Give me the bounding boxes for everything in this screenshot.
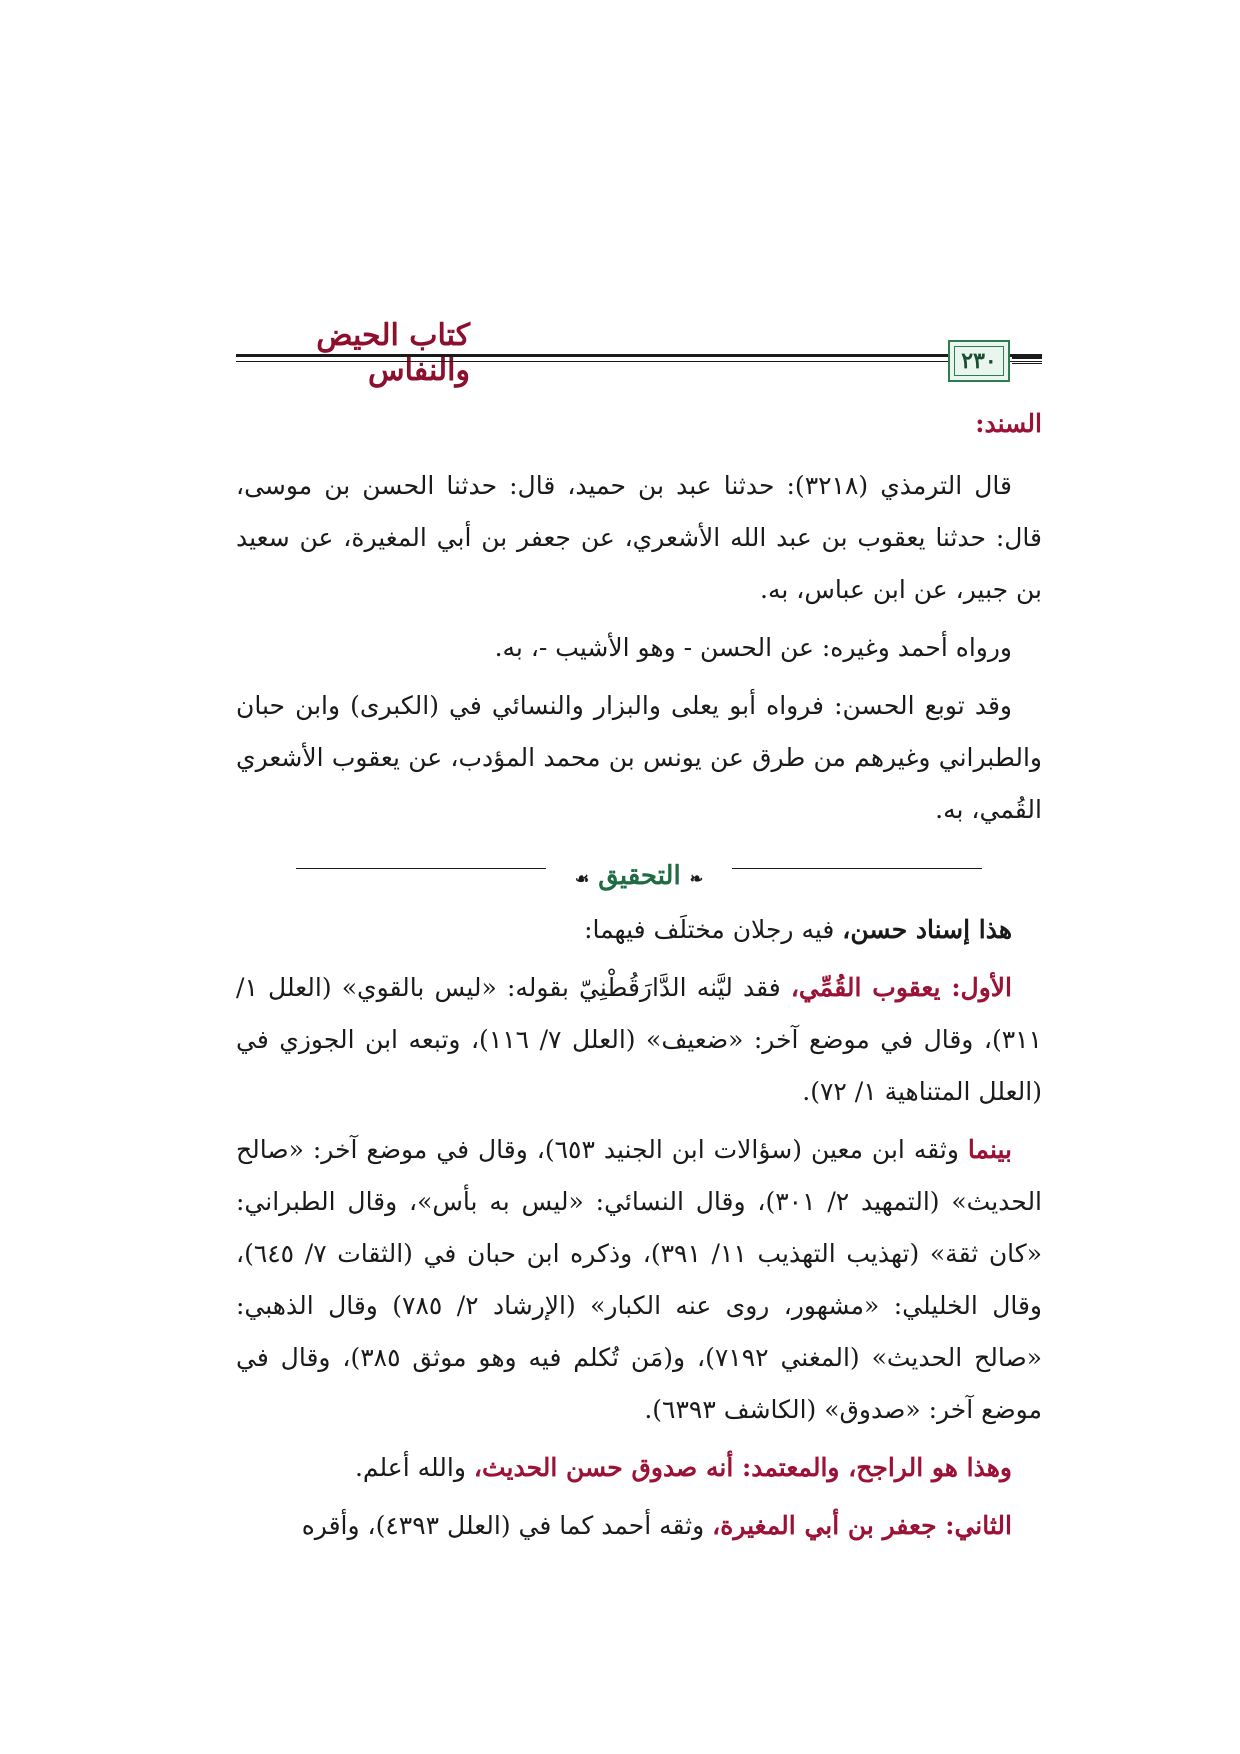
running-header-title: كتاب الحيض والنفاس	[316, 318, 470, 388]
paragraph-mutabaah: وقد توبع الحسن: فرواه أبو يعلى والبزار والنسائي في (الكبرى) وابن حبان والطبراني وغيرهم من طرق عن يونس بن محمد المؤدب، عن يعقوب الأشعري القُمي، به.	[236, 691, 1042, 824]
first-narrator-label: الأول: يعقوب القُمِّي،	[790, 973, 1012, 1002]
conclusion-text: والله أعلم.	[354, 1453, 474, 1482]
paragraph-isnad-verdict	[236, 904, 1042, 956]
paragraph-first-narrator	[236, 962, 1042, 1118]
ornament-icon: ☙	[574, 869, 590, 888]
page-number-badge	[948, 340, 1010, 382]
sanad-heading: السند:	[975, 409, 1042, 438]
paragraph-tirmidhi: قال الترمذي (٣٢١٨): حدثنا عبد بن حميد، قال: حدثنا الحسن بن موسى، قال: حدثنا يعقوب بن عبد الله الأشعري، عن جعفر بن أبي المغيرة، عن سعيد بن جبير، عن ابن عباس، به.	[236, 471, 1042, 604]
header-rule-tail-thin	[1012, 363, 1042, 364]
page-number: ٢٣٠	[954, 346, 1004, 376]
header-rule-tail	[1012, 356, 1042, 359]
paragraph-conclusion	[236, 1442, 1042, 1494]
paragraph-second-narrator	[236, 1500, 1042, 1552]
ornament-icon: ❧	[689, 869, 704, 888]
paragraph-tawthiq	[236, 1124, 1042, 1436]
paragraph-ahmad: ورواه أحمد وغيره: عن الحسن - وهو الأشيب -، به.	[494, 633, 1012, 662]
bainama-label: بينما	[967, 1135, 1012, 1164]
isnad-verdict-text: فيه رجلان مختلَف فيهما:	[584, 915, 843, 944]
second-narrator-label: الثاني: جعفر بن أبي المغيرة،	[712, 1511, 1012, 1540]
page-content	[236, 398, 1042, 1558]
tahqiq-divider	[236, 848, 1042, 891]
tahqiq-heading: ❧ التحقيق ☙	[574, 861, 704, 891]
tawthiq-text: وثقه ابن معين (سؤالات ابن الجنيد ٦٥٣)، وقال في موضع آخر: «صالح الحديث» (التمهيد ٢/ ٣٠١)، وقال النسائي: «ليس به بأس»، وقال الطبراني: «كان ثقة» (تهذيب التهذيب ١١/ ٣٩١)، وذكره ابن حبان في (الثقات ٧/ ٦٤٥)، وقال الخليلي: «مشهور، روى عنه الكبار» (الإرشاد ٢/ ٧٨٥) وقال الذهبي: «صالح الحديث» (المغني ٧١٩٢)، و(مَن تُكلم فيه وهو موثق ٣٨٥)، وقال في موضع آخر: «صدوق» (الكاشف ٦٣٩٣).	[236, 1135, 1043, 1424]
isnad-verdict-bold: هذا إسناد حسن،	[842, 915, 1012, 944]
first-narrator-text: فقد ليَّنه الدَّارَقُطْنِيّ بقوله: «ليس بالقوي» (العلل ١/ ٣١١)، وقال في موضع آخر: «ضعيف» (العلل ٧/ ١١٦)، وتبعه ابن الجوزي في (العلل المتناهية ١/ ٧٢).	[236, 973, 1042, 1106]
conclusion-highlight: وهذا هو الراجح، والمعتمد: أنه صدوق حسن الحديث،	[473, 1453, 1012, 1482]
header-rule	[236, 354, 1042, 366]
second-narrator-text: وثقه أحمد كما في (العلل ٤٣٩٣)، وأقره	[301, 1511, 713, 1540]
